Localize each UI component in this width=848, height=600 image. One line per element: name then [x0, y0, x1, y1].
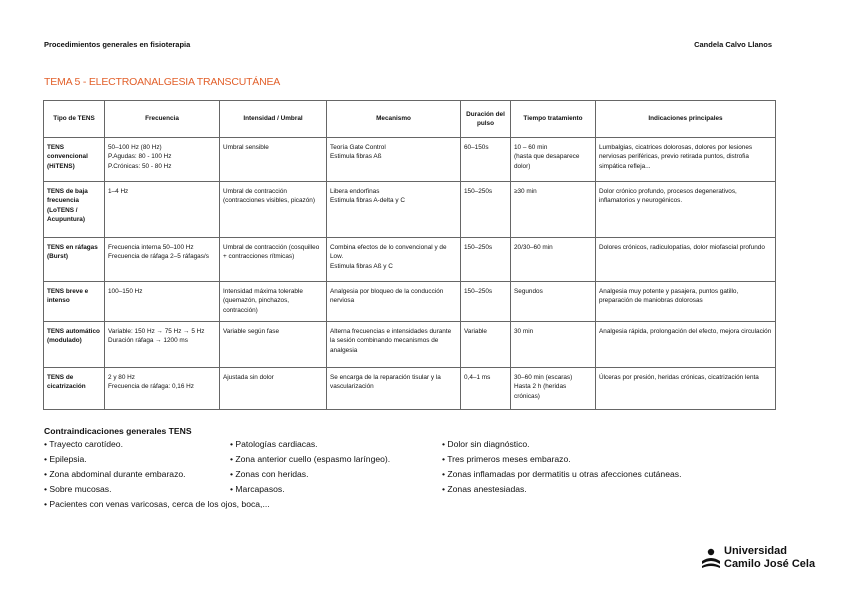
table-cell: 150–250s: [461, 182, 511, 238]
table-header-cell: Intensidad / Umbral: [220, 101, 327, 138]
contraindication-item: • Pacientes con venas varicosas, cerca de los ojos, boca,...: [44, 499, 270, 509]
table-cell: TENS automático (modulado): [44, 322, 105, 368]
contraindication-item: • Sobre mucosas.: [44, 484, 112, 494]
table-header-cell: Duración del pulso: [461, 101, 511, 138]
contraindication-item: • Zona anterior cuello (espasmo laríngeo).: [230, 454, 391, 464]
table-cell: Umbral de contracción (contracciones visibles, picazón): [220, 182, 327, 238]
table-cell: Libera endorfinas Estimula fibras A-delta y C: [327, 182, 461, 238]
table-header-cell: Tiempo tratamiento: [511, 101, 596, 138]
table-cell: Se encarga de la reparación tisular y la vascularización: [327, 368, 461, 410]
table-cell: TENS de cicatrización: [44, 368, 105, 410]
logo-text-line2: Camilo José Cela: [724, 558, 816, 570]
table-cell: Dolores crónicos, radiculopatías, dolor miofascial profundo: [596, 238, 776, 282]
page-title: TEMA 5 - ELECTROANALGESIA TRANSCUTÁNEA: [44, 76, 281, 88]
contraindication-item: • Tres primeros meses embarazo.: [442, 454, 571, 464]
table-header-cell: Mecanismo: [327, 101, 461, 138]
table-body: [44, 138, 776, 410]
table-cell: TENS en ráfagas (Burst): [44, 238, 105, 282]
document-header-subject: Procedimientos generales en fisioterapia: [44, 40, 191, 49]
table-cell: Frecuencia interna 50–100 Hz Frecuencia de ráfaga 2–5 ráfagas/s: [105, 238, 220, 282]
table-cell: Combina efectos de lo convencional y de Low. Estimula fibras Aß y C: [327, 238, 461, 282]
contraindication-item: • Zonas inflamadas por dermatitis u otras afecciones cutáneas.: [442, 469, 682, 479]
contraindications-list: [44, 439, 744, 519]
table-cell: Analgesia por bloqueo de la conducción nerviosa: [327, 282, 461, 322]
table-cell: Variable según fase: [220, 322, 327, 368]
table-row: [44, 138, 776, 182]
contraindication-item: • Zonas con heridas.: [230, 469, 309, 479]
contraindication-item: • Dolor sin diagnóstico.: [442, 439, 530, 449]
table-header-cell: Tipo de TENS: [44, 101, 105, 138]
table-cell: 60–150s: [461, 138, 511, 182]
table-cell: Umbral sensible: [220, 138, 327, 182]
table-cell: 50–100 Hz (80 Hz) P.Agudas: 80 - 100 Hz P.Crónicas: 50 - 80 Hz: [105, 138, 220, 182]
table-cell: Lumbalgias, cicatrices dolorosas, dolores por lesiones nerviosas periféricas, previo retirada puntos, distrofia simpática refleja...: [596, 138, 776, 182]
table-cell: 2 y 80 Hz Frecuencia de ráfaga: 0,16 Hz: [105, 368, 220, 410]
contraindication-item: • Marcapasos.: [230, 484, 285, 494]
table-row: [44, 238, 776, 282]
table-cell: Ajustada sin dolor: [220, 368, 327, 410]
table-cell: Segundos: [511, 282, 596, 322]
table-cell: 10 – 60 min (hasta que desaparece dolor): [511, 138, 596, 182]
table-cell: 100–150 Hz: [105, 282, 220, 322]
table-cell: Variable: 150 Hz → 75 Hz → 5 Hz Duración ráfaga → 1200 ms: [105, 322, 220, 368]
table-cell: 20/30–60 min: [511, 238, 596, 282]
contraindication-item: • Patologías cardiacas.: [230, 439, 318, 449]
contraindication-item: • Trayecto carotídeo.: [44, 439, 123, 449]
contraindication-item: • Zonas anestesiadas.: [442, 484, 527, 494]
contraindications-section: [44, 426, 744, 519]
tens-table: [43, 100, 776, 410]
table-header-row: [44, 101, 776, 138]
table-cell: TENS de baja frecuencia (LoTENS / Acupuntura): [44, 182, 105, 238]
contraindications-title: Contraindicaciones generales TENS: [44, 426, 192, 436]
document-header-author: Candela Calvo Llanos: [694, 40, 772, 49]
table-cell: Analgesia rápida, prolongación del efecto, mejora circulación: [596, 322, 776, 368]
table-cell: Alterna frecuencias e intensidades durante la sesión combinando mecanismos de analgesia: [327, 322, 461, 368]
table-row: [44, 282, 776, 322]
table-cell: 1–4 Hz: [105, 182, 220, 238]
table-cell: 150–250s: [461, 282, 511, 322]
table-row: [44, 368, 776, 410]
table-row: [44, 322, 776, 368]
table-cell: Úlceras por presión, heridas crónicas, cicatrización lenta: [596, 368, 776, 410]
university-logo: [700, 545, 816, 573]
table-cell: TENS convencional (HiTENS): [44, 138, 105, 182]
table-cell: Umbral de contracción (cosquilleo + contracciones rítmicas): [220, 238, 327, 282]
university-logo-icon: [700, 547, 722, 569]
table-cell: TENS breve e intenso: [44, 282, 105, 322]
table-cell: 30–60 min (escaras) Hasta 2 h (heridas crónicas): [511, 368, 596, 410]
table-row: [44, 182, 776, 238]
table-cell: Intensidad máxima tolerable (quemazón, pinchazos, contracción): [220, 282, 327, 322]
contraindication-item: • Epilepsia.: [44, 454, 87, 464]
contraindication-item: • Zona abdominal durante embarazo.: [44, 469, 186, 479]
table-cell: Variable: [461, 322, 511, 368]
table-header-cell: Frecuencia: [105, 101, 220, 138]
table-cell: Teoría Gate Control Estimula fibras Aß: [327, 138, 461, 182]
table-cell: ≥30 min: [511, 182, 596, 238]
table-header-cell: Indicaciones principales: [596, 101, 776, 138]
table-cell: Dolor crónico profundo, procesos degenerativos, inflamatorios y neurogénicos.: [596, 182, 776, 238]
table-cell: 30 min: [511, 322, 596, 368]
table-cell: Analgesia muy potente y pasajera, puntos gatillo, preparación de maniobras dolorosas: [596, 282, 776, 322]
table-cell: 0,4–1 ms: [461, 368, 511, 410]
table-cell: 150–250s: [461, 238, 511, 282]
logo-text-line1: Universidad: [724, 545, 787, 557]
